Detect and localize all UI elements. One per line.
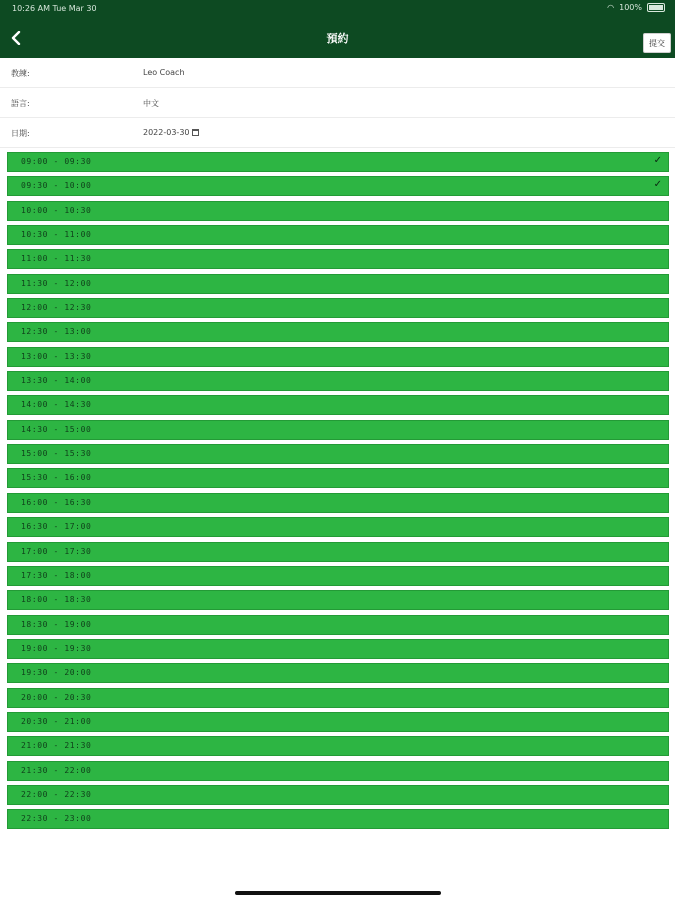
time-slot[interactable] <box>7 785 669 805</box>
time-slot-label: 22:30 - 23:00 <box>21 814 92 824</box>
time-slot-label: 14:30 - 15:00 <box>21 424 92 434</box>
time-slot-label: 12:30 - 13:00 <box>21 327 92 337</box>
time-slot-label: 21:30 - 22:00 <box>21 765 92 775</box>
time-slot[interactable] <box>7 566 669 586</box>
coach-row <box>0 58 675 88</box>
time-slot[interactable] <box>7 176 669 196</box>
time-slot-label: 10:00 - 10:30 <box>21 205 92 215</box>
time-slot-label: 15:30 - 16:00 <box>21 473 92 483</box>
time-slot[interactable] <box>7 517 669 537</box>
time-slot[interactable] <box>7 663 669 683</box>
nav-bar <box>0 18 675 58</box>
time-slot-label: 20:00 - 20:30 <box>21 692 92 702</box>
checkmark-icon: ✓ <box>653 179 662 191</box>
time-slot-label: 16:00 - 16:30 <box>21 497 92 507</box>
time-slot[interactable] <box>7 152 669 172</box>
time-slot-label: 09:30 - 10:00 <box>21 181 92 191</box>
date-label: 日期: <box>11 129 30 138</box>
time-slot-label: 14:00 - 14:30 <box>21 400 92 410</box>
time-slot[interactable] <box>7 201 669 221</box>
home-indicator <box>235 891 441 895</box>
status-right <box>607 3 665 12</box>
time-slot[interactable] <box>7 395 669 415</box>
time-slot-label: 18:00 - 18:30 <box>21 595 92 605</box>
time-slot-label: 13:00 - 13:30 <box>21 351 92 361</box>
time-slot-label: 22:00 - 22:30 <box>21 789 92 799</box>
time-slot[interactable] <box>7 322 669 342</box>
coach-value <box>143 68 185 77</box>
battery-percent: 100% <box>619 3 642 12</box>
page-title: 預約 <box>326 32 349 45</box>
coach-value-text: Leo Coach <box>143 68 185 77</box>
time-slot[interactable] <box>7 590 669 610</box>
time-slot-label: 20:30 - 21:00 <box>21 716 92 726</box>
date-picker[interactable] <box>143 128 199 137</box>
time-slot[interactable] <box>7 493 669 513</box>
time-slot-label: 19:00 - 19:30 <box>21 643 92 653</box>
date-value: 2022-03-30 <box>143 128 190 137</box>
checkmark-icon: ✓ <box>653 155 662 166</box>
time-slot[interactable] <box>7 298 669 318</box>
time-slot-label: 10:30 - 11:00 <box>21 230 92 240</box>
time-slot[interactable] <box>7 444 669 464</box>
time-slot-label: 21:00 - 21:30 <box>21 741 92 751</box>
time-slot[interactable] <box>7 615 669 635</box>
language-value <box>143 98 159 109</box>
time-slot[interactable] <box>7 249 669 269</box>
time-slot[interactable] <box>7 712 669 732</box>
time-slot-label: 11:30 - 12:00 <box>21 278 92 288</box>
time-slot[interactable] <box>7 761 669 781</box>
language-value-text: 中文 <box>143 99 159 108</box>
time-slot-label: 11:00 - 11:30 <box>21 254 92 264</box>
language-label: 語言: <box>11 99 30 108</box>
time-slot-label: 13:30 - 14:00 <box>21 376 92 386</box>
time-slot-label: 12:00 - 12:30 <box>21 303 92 313</box>
time-slot[interactable] <box>7 542 669 562</box>
time-slot-label: 17:00 - 17:30 <box>21 546 92 556</box>
status-time: 10:26 AM Tue Mar 30 <box>12 4 97 13</box>
battery-icon <box>647 3 665 12</box>
time-slot[interactable] <box>7 688 669 708</box>
coach-label: 教練: <box>11 69 30 78</box>
time-slot[interactable] <box>7 274 669 294</box>
time-slot-list <box>7 152 669 834</box>
time-slot-label: 19:30 - 20:00 <box>21 668 92 678</box>
time-slot-label: 16:30 - 17:00 <box>21 522 92 532</box>
time-slot[interactable] <box>7 347 669 367</box>
submit-button[interactable]: 提交 <box>643 33 671 53</box>
time-slot[interactable] <box>7 371 669 391</box>
time-slot[interactable] <box>7 736 669 756</box>
calendar-icon[interactable] <box>192 129 199 136</box>
time-slot[interactable] <box>7 225 669 245</box>
language-row <box>0 88 675 118</box>
time-slot[interactable] <box>7 468 669 488</box>
time-slot[interactable] <box>7 420 669 440</box>
time-slot-label: 15:00 - 15:30 <box>21 449 92 459</box>
time-slot[interactable] <box>7 809 669 829</box>
time-slot[interactable] <box>7 639 669 659</box>
time-slot-label: 18:30 - 19:00 <box>21 619 92 629</box>
wifi-icon: ◠ <box>607 3 615 12</box>
time-slot-label: 17:30 - 18:00 <box>21 570 92 580</box>
status-bar <box>0 0 675 18</box>
date-row <box>0 118 675 148</box>
time-slot-label: 09:00 - 09:30 <box>21 157 92 166</box>
